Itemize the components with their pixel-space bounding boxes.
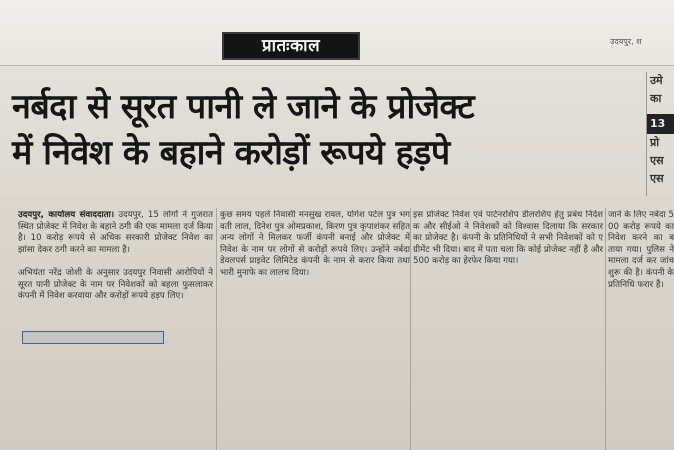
article-column-1-bottom: अभियंता नरेंद्र जोशी के अनुसार उदयपुर निवासी आरोपियों ने सूरत पानी प्रोजेक्ट के नाम पर निवेशकों को बहला फुसलाकर कंपनी में निवेश करवाया और करोड़ों रूपये हड़प लिए। — [18, 267, 213, 302]
article-column-2: कुछ समय पहले निवासी मनसुख रावल, योगेश पटेल पुत्र भगवती लाल, दिनेश पुत्र ओमप्रकाश, किरण पुत्र कृपाशंकर सहित अन्य लोगों ने मिलकर फर्जी कंपनी बनाई और प्रोजेक्ट में निवेश के नाम पर लोगों से करोड़ों रूपये लिए। उन्होंने नर्बदा डेवलपर्स प्राइवेट लिमिटेड कंपनी के नाम से करार किया तथा भारी मुनाफे का लालच दिया। — [220, 210, 410, 278]
dateline: उदयपुर, श — [610, 37, 642, 46]
article-byline: उदयपुर, कार्यालय संवाददाता। — [18, 210, 115, 220]
adjacent-badge: 13 — [647, 114, 674, 134]
column-divider — [216, 208, 217, 450]
adjacent-line-1: उमे — [650, 74, 663, 87]
adjacent-line-3: प्रो — [650, 136, 660, 149]
headline — [12, 84, 642, 176]
masthead-logo: प्रातःकाल — [222, 32, 360, 60]
headline-line-1: नर्बदा से सूरत पानी ले जाने के प्रोजेक्ट — [12, 87, 475, 127]
column-divider — [605, 208, 606, 450]
headline-line-2: में निवेश के बहाने करोड़ों रूपये हड़पे — [12, 133, 450, 173]
adjacent-column-fragment — [646, 72, 674, 202]
adjacent-line-5: एस — [650, 172, 664, 185]
masthead-strip — [0, 0, 674, 66]
column-divider — [410, 208, 411, 450]
article-column-3: इस प्रोजेक्ट निवेश एवं पार्टनरशिप डीलरशिप हेतु प्रबंध निदेशक और सीईओ ने निवेशकों को विश्वास दिलाया कि सरकार का प्रोजेक्ट है। कंपनी के प्रतिनिधियों ने सभी निवेशकों को एग्रीमेंट भी दिया। बाद में पता चला कि कोई प्रोजेक्ट नहीं है और 500 करोड़ का हेरफेर किया गया। — [413, 210, 603, 267]
article-column-4: जाने के लिए नर्बदा 500 करोड़ रूपये का निवेश करने का बताया गया। पुलिस ने मामला दर्ज कर जांच शुरू की है। कंपनी के प्रतिनिधि फरार हैं। — [608, 210, 674, 290]
highlighted-phrase-box — [22, 331, 164, 344]
article-column-1-top: उदयपुर, 15 लोगों ने गुजरात स्थित प्रोजेक्ट में निवेश के बहाने ठगी की एक मामला दर्ज किया है। 10 करोड़ रूपये से अधिक सरकारी प्रोजेक्ट निवेश का झांसा देकर ठगी करने का मामला है। — [18, 210, 213, 255]
article-column-1 — [18, 210, 213, 450]
adjacent-line-4: एस — [650, 154, 664, 167]
adjacent-line-2: का — [650, 92, 662, 105]
